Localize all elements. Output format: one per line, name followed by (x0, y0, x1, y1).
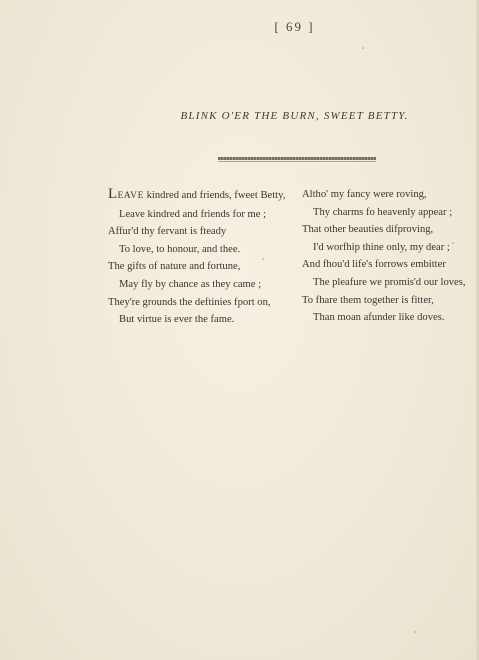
verse-line: Altho' my fancy were roving, (302, 189, 427, 200)
decorative-rule-underline (218, 161, 376, 162)
verse-line: But virtue is ever the fame. (119, 314, 235, 326)
page-number: [ 69 ] (274, 19, 315, 34)
verse-line: The pleafure we promis'd our loves, (313, 276, 466, 288)
stanza-left (108, 186, 294, 329)
verse-line: And fhou'd life's forrows embitter (302, 259, 446, 271)
paper-speck (414, 631, 416, 633)
verse-line: Leave kindred and friends for me ; (119, 208, 267, 220)
verse-line: Thy charms fo heavenly appear ; (313, 206, 453, 218)
verse-line: The gifts of nature and fortune, (108, 261, 241, 273)
initial-letter: L (108, 186, 118, 202)
paper-speck (452, 242, 454, 244)
verse-line: Than moan afunder like doves. (313, 312, 445, 324)
decorative-rule (218, 157, 376, 160)
verse-line: May fly by chance as they came ; (119, 278, 262, 290)
verse-line: To fhare them together is fitter, (302, 294, 434, 306)
stanza-right (302, 186, 477, 327)
verse-line-first (108, 186, 294, 206)
paper-speck (362, 47, 364, 49)
verse-line: I'd worfhip thine only, my dear ; (313, 241, 450, 253)
verse-line: To love, to honour, and thee. (119, 243, 241, 255)
verse-line: Affur'd thy fervant is fteady (108, 226, 227, 238)
paper-speck (262, 258, 264, 260)
poem-title: BLINK O'ER THE BURN, SWEET BETTY. (180, 110, 409, 122)
verse-line: That other beauties difproving, (302, 224, 434, 236)
verse-line: They're grounds the deftinies fport on, (108, 296, 271, 308)
initial-word-caps: EAVE (117, 191, 144, 201)
first-line-rest: kindred and friends, fweet Betty, (143, 190, 286, 201)
